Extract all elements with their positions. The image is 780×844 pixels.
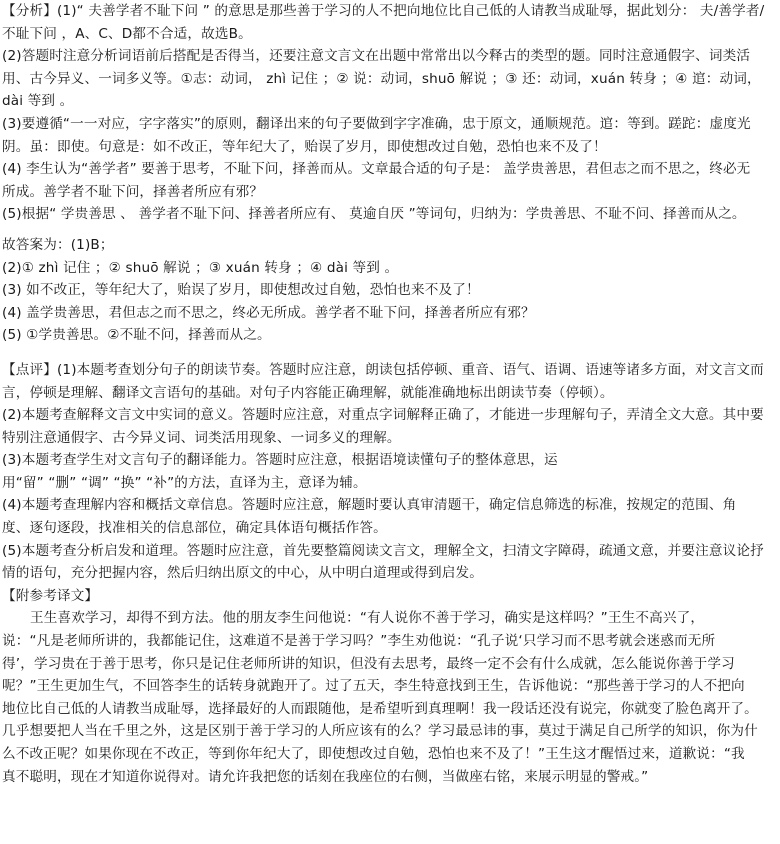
answer-line: (2)① zhì 记住 ；② shuō 解说 ；③ xuán 转身 ；④ dài 等到 。 (2, 259, 399, 276)
analysis-line: (3)要遵循“一一对应，字字落实”的原则，翻译出来的句子要做到字字准确，忠于原文，通顺规范。逭：等到。蹉跎：虚度光 (2, 115, 751, 132)
analysis-line: 【分析】(1)“ 夫善学者不耻下问 ” 的意思是那些善于学习的人不把向地位比自己低的人请教当成耻辱，据此划分： 夫/善学者/ (2, 3, 765, 19)
translation-title: 【附参考译文】 (2, 587, 99, 604)
answer-line: (4) 盖学贵善思，君但志之而不思之，终必无所成。善学者不耻下问，择善者所应有邪？ (2, 304, 535, 321)
answer-line: (3) 如不改正，等年纪大了，贻误了岁月，即使想改过自勉，恐怕也来不及了！ (2, 282, 480, 299)
analysis-line: 不耻下问 ，A、C、D都不合适，故选B。 (2, 25, 252, 42)
analysis-line: 用、古今异义、一词多义等。①志：动词， zhì 记住 ；② 说：动词，shuō 解说 ；③ 还：动词，xuán 转身 ；④ 逭：动词， (2, 70, 761, 87)
translation-line: 呢？”王生更加生气，不回答李生的话转身就跑开了。过了五天，李生特意找到王生，告诉他说：“那些善于学习的人不把向 (2, 678, 745, 695)
analysis-line: 阴。虽：即使。句意是：如不改正，等年纪大了，贻误了岁月，即使想改过自勉，恐怕也来不及了！ (2, 138, 607, 155)
translation-line: 几乎想要把人当在千里之外，这是区别于善于学习的人所应该有的么？学习最忌讳的事，莫过于满足自己所学的知识，你为什 (2, 723, 758, 740)
translation-line: 说：“凡是老师所讲的，我都能记住，这难道不是善于学习吗？”李生劝他说：“孔子说‘只学习而不思考就会迷惑而无所 (2, 633, 716, 650)
translation-line: 得’，学习贵在于善于思考，你只是记住老师所讲的知识，但没有去思考，最终一定不会有什么成就，怎么能说你善于学习 (2, 655, 735, 672)
comment-line: (3)本题考查学生对文言句子的翻译能力。答题时应注意，根据语境读懂句子的整体意思，运 (2, 452, 558, 469)
translation-line: 真不聪明，现在才知道你说得对。请允许我把您的话刻在我座位的右侧，当做座右铭，来展示明显的警戒。” (2, 768, 649, 785)
comment-line: 用“留” “删” “调” “换” “补”的方法，直译为主，意译为辅。 (2, 474, 367, 491)
analysis-line: (4) 李生认为“善学者” 要善于思考，不耻下问，择善而从。文章最合适的句子是： 盖学贵善思，君但志之而不思之，终必无 (2, 161, 751, 178)
answer-section (2, 234, 776, 347)
translation-line: 么不改正呢？如果你现在不改正，等到你年纪大了，即使想改过自勉，恐怕也来不及了！”王生这才醒悟过来，道歉说：“我 (2, 746, 745, 762)
analysis-line: 所成。善学者不耻下问，择善者所应有邪？ (2, 183, 264, 200)
comment-line: 【点评】(1)本题考查划分句子的朗读节奏。答题时应注意，朗读包括停顿、重音、语气、语调、语速等诸多方面，对文言文而 (2, 361, 764, 378)
translation-line: 王生喜欢学习，却得不到方法。他的朋友李生问他说：“有人说你不善于学习，确实是这样吗？”王生不高兴了， (30, 610, 705, 627)
analysis-line: (5)根据“ 学贵善思 、 善学者不耻下问、择善者所应有、 莫逾自厌 ”等词句，归纳为：学贵善思、不耻不问、择善而从之。 (2, 206, 746, 223)
answer-line: 故答案为：(1)B； (2, 236, 114, 253)
comment-section (2, 359, 776, 585)
answer-line: (5) ①学贵善思。②不耻不问，择善而从之。 (2, 327, 271, 344)
translation-section (2, 585, 776, 788)
comment-line: 情的语句，充分把握内容，然后归纳出原文的中心，从中明白道理或得到启发。 (2, 565, 484, 582)
comment-line: 特别注意通假字、古今异义词、词类活用现象、一词多义的理解。 (2, 429, 401, 446)
comment-line: 言，停顿是理解、翻译文言语句的基础。对句子内容能正确理解，就能准确地标出朗读节奏（停顿）。 (2, 384, 614, 401)
comment-line: (5)本题考查分析启发和道理。答题时应注意，首先要整篇阅读文言文，理解全文，扫清文字障碍，疏通文意，并要注意议论抒 (2, 542, 764, 559)
analysis-line: (2)答题时注意分析词语前后搭配是否得当，还要注意文言文在出题中常常出以今释古的类型的题。同时注意通假字、词类活 (2, 48, 751, 65)
analysis-section (2, 0, 776, 226)
analysis-line: dài 等到 。 (2, 93, 74, 110)
translation-line: 地位比自己低的人请教当成耻辱，选择最好的人而跟随他，是希望听到真理啊！我一段话还没有说完，你就变了脸色离开了。 (2, 700, 758, 717)
comment-line: 度、逐句逐段，找准相关的信息部位，确定具体语句概括作答。 (2, 520, 387, 537)
comment-line: (4)本题考查理解内容和概括文章信息。答题时应注意，解题时要认真审清题干，确定信息筛选的标准，按规定的范围、角 (2, 497, 737, 514)
comment-line: (2)本题考查解释文言文中实词的意义。答题时应注意，对重点字词解释正确了，才能进一步理解句子，弄清全文大意。其中要 (2, 407, 764, 424)
